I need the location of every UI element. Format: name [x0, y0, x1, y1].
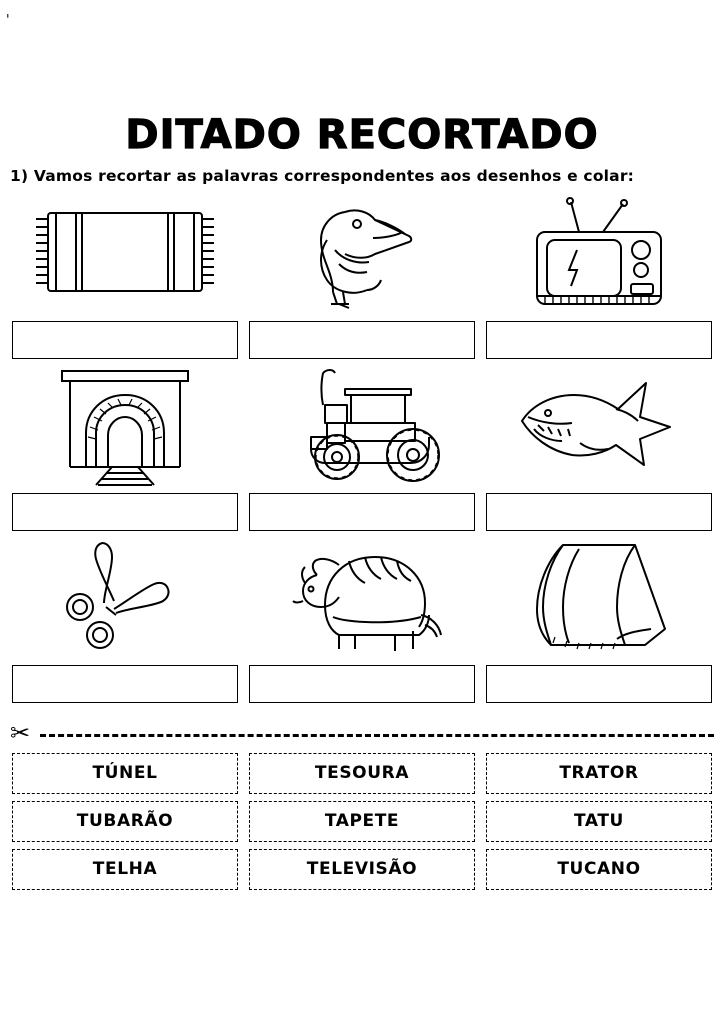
answer-box[interactable]	[12, 665, 238, 703]
word-card[interactable]: TATU	[486, 801, 712, 842]
answer-box[interactable]	[486, 321, 712, 359]
answer-row-2	[0, 493, 724, 531]
word-bank-row	[12, 849, 712, 890]
word-card[interactable]: TELEVISÃO	[249, 849, 475, 890]
tunnel-icon	[12, 359, 238, 489]
answer-box[interactable]	[486, 665, 712, 703]
tractor-icon	[249, 359, 475, 489]
roof-tile-icon	[486, 531, 712, 661]
answer-box[interactable]	[249, 321, 475, 359]
television-icon	[486, 187, 712, 317]
answer-box[interactable]	[486, 493, 712, 531]
stray-mark: '	[6, 13, 10, 28]
picture-row-1	[0, 187, 724, 317]
armadillo-icon	[249, 531, 475, 661]
scissors-icon: ✂	[10, 718, 31, 747]
toucan-icon	[249, 187, 475, 317]
word-bank-row	[12, 801, 712, 842]
answer-box[interactable]	[12, 493, 238, 531]
word-card[interactable]: TELHA	[12, 849, 238, 890]
instruction-text: 1) Vamos recortar as palavras correspondentes aos desenhos e colar:	[10, 167, 635, 185]
word-card[interactable]: TRATOR	[486, 753, 712, 794]
word-card[interactable]: TUBARÃO	[12, 801, 238, 842]
cut-line	[0, 719, 724, 753]
word-card[interactable]: TAPETE	[249, 801, 475, 842]
word-bank-row	[12, 753, 712, 794]
word-card[interactable]: TUCANO	[486, 849, 712, 890]
answer-box[interactable]	[12, 321, 238, 359]
page-title: DITADO RECORTADO	[125, 112, 599, 158]
answer-box[interactable]	[249, 493, 475, 531]
cut-dashes	[40, 734, 714, 737]
word-card[interactable]: TÚNEL	[12, 753, 238, 794]
word-bank	[0, 753, 724, 890]
rug-icon	[12, 187, 238, 317]
picture-row-3	[0, 531, 724, 661]
answer-box[interactable]	[249, 665, 475, 703]
word-card[interactable]: TESOURA	[249, 753, 475, 794]
picture-row-2	[0, 359, 724, 489]
answer-row-1	[0, 321, 724, 359]
scissors-icon	[12, 531, 238, 661]
answer-row-3	[0, 665, 724, 703]
shark-icon	[486, 359, 712, 489]
